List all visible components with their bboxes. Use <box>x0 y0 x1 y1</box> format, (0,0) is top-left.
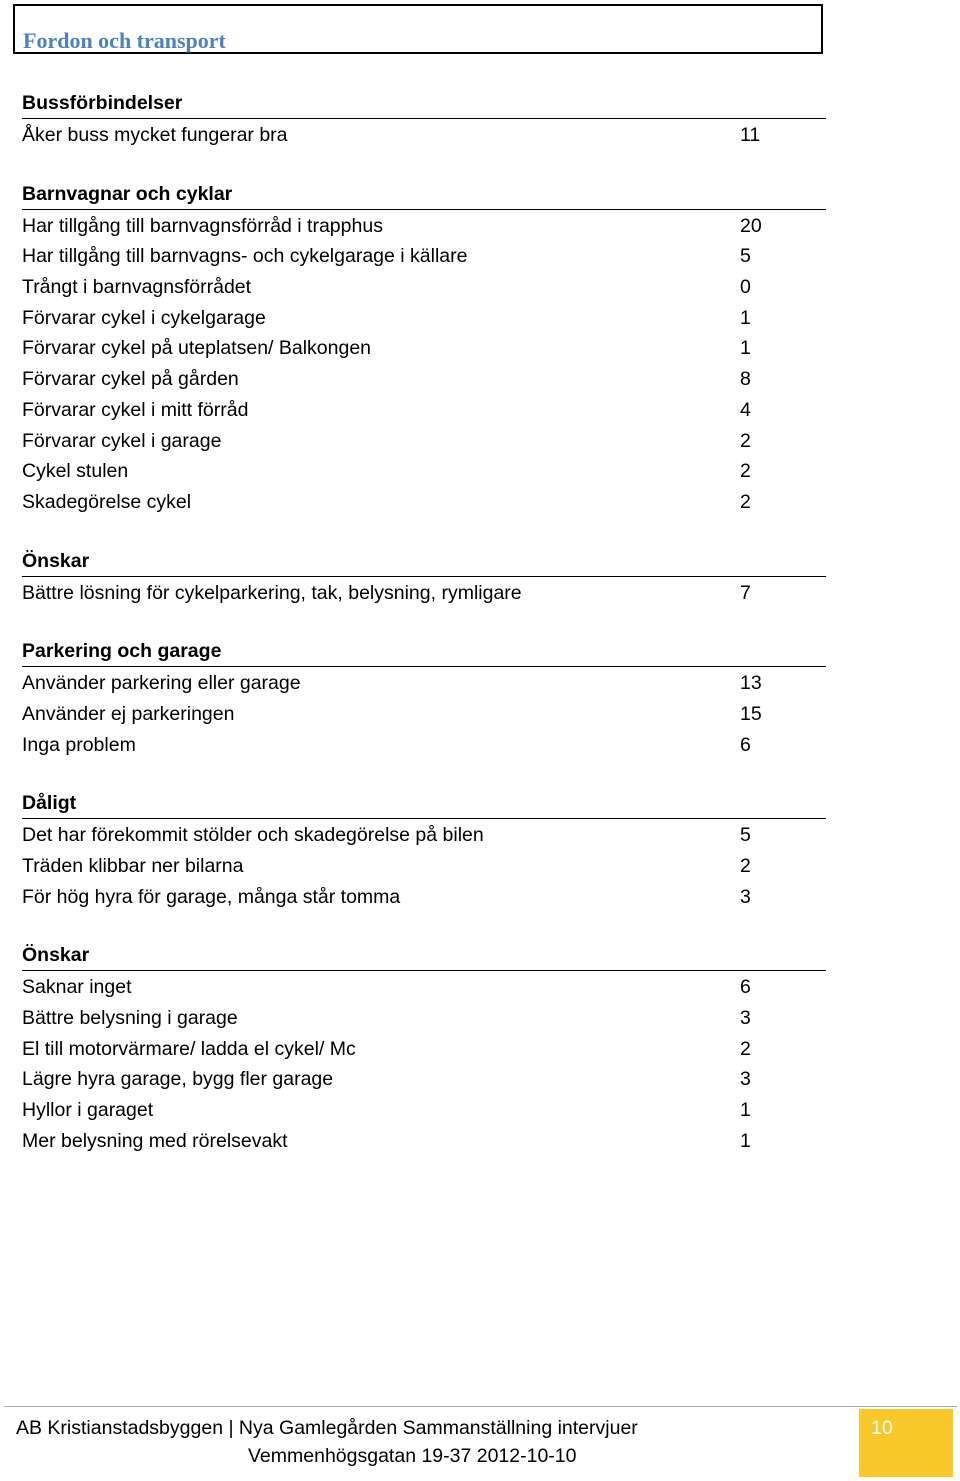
item-label: Det har förekommit stölder och skadegörelse på bilen <box>22 824 484 847</box>
item-label: Förvarar cykel i mitt förråd <box>22 398 249 421</box>
list-item <box>22 119 826 150</box>
list-item <box>22 210 826 241</box>
section <box>22 547 826 608</box>
list-item <box>22 394 826 425</box>
item-count: 2 <box>740 1037 751 1060</box>
item-label: Förvarar cykel i garage <box>22 429 222 452</box>
section <box>22 789 826 911</box>
document-body <box>22 89 826 1186</box>
item-count: 6 <box>740 976 751 999</box>
list-item <box>22 302 826 333</box>
item-count: 3 <box>740 1007 751 1030</box>
item-label: Förvarar cykel på gården <box>22 368 239 391</box>
item-label: Träden klibbar ner bilarna <box>22 855 244 877</box>
section <box>22 89 826 150</box>
item-label: Cykel stulen <box>22 460 129 483</box>
item-count: 11 <box>740 124 761 146</box>
item-count: 8 <box>740 368 751 391</box>
footer-line-1: AB Kristianstadsbyggen | Nya Gamlegården Sammanställning intervjuer <box>16 1417 638 1439</box>
item-label: Förvarar cykel i cykelgarage <box>22 306 266 329</box>
section-heading: Bussförbindelser <box>22 89 826 119</box>
list-item <box>22 881 826 912</box>
item-label: Åker buss mycket fungerar bra <box>22 124 288 146</box>
item-count: 6 <box>740 733 751 756</box>
item-label: Inga problem <box>22 733 136 756</box>
list-item <box>22 698 826 729</box>
item-label: Lägre hyra garage, bygg fler garage <box>22 1068 334 1091</box>
item-count: 3 <box>740 1068 751 1091</box>
item-count: 5 <box>740 824 751 847</box>
item-count: 1 <box>740 1129 751 1152</box>
section <box>22 941 826 1155</box>
title-box <box>13 4 823 54</box>
page-number: 10 <box>871 1417 893 1439</box>
item-count: 13 <box>740 672 762 695</box>
item-label: El till motorvärmare/ ladda el cykel/ Mc <box>22 1037 356 1060</box>
item-count: 1 <box>740 337 751 360</box>
list-item <box>22 667 826 698</box>
section-heading: Parkering och garage <box>22 637 826 667</box>
list-item <box>22 729 826 760</box>
item-count: 2 <box>740 460 751 483</box>
footer-divider <box>4 1406 957 1407</box>
section <box>22 180 826 517</box>
list-item <box>22 1002 826 1033</box>
item-count: 2 <box>740 429 751 452</box>
page-number-box <box>859 1409 953 1477</box>
item-label: Hyllor i garaget <box>22 1099 154 1122</box>
section-heading: Barnvagnar och cyklar <box>22 180 826 210</box>
list-item <box>22 240 826 271</box>
list-item <box>22 1063 826 1094</box>
list-item <box>22 332 826 363</box>
item-label: Använder ej parkeringen <box>22 702 235 725</box>
item-count: 3 <box>740 885 751 908</box>
item-label: Saknar inget <box>22 976 132 999</box>
list-item <box>22 486 826 517</box>
item-label: Bättre lösning för cykelparkering, tak, belysning, rymligare <box>22 581 522 604</box>
item-count: 20 <box>740 214 762 237</box>
item-count: 2 <box>740 490 751 513</box>
list-item <box>22 850 826 881</box>
item-label: Mer belysning med rörelsevakt <box>22 1129 288 1152</box>
item-label: Bättre belysning i garage <box>22 1007 238 1030</box>
list-item <box>22 455 826 486</box>
section <box>22 637 826 759</box>
footer-line-2: Vemmenhögsgatan 19-37 2012-10-10 <box>248 1445 577 1467</box>
item-count: 15 <box>740 702 762 725</box>
list-item <box>22 363 826 394</box>
section-heading: Önskar <box>22 547 826 577</box>
item-label: Har tillgång till barnvagnsförråd i trapphus <box>22 214 383 237</box>
list-item <box>22 1094 826 1125</box>
item-count: 7 <box>740 581 751 604</box>
item-count: 4 <box>740 398 751 421</box>
item-label: Skadegörelse cykel <box>22 490 192 513</box>
page-title: Fordon och transport <box>23 28 226 53</box>
item-count: 5 <box>740 245 751 268</box>
section-heading: Dåligt <box>22 789 826 819</box>
item-count: 2 <box>740 855 751 877</box>
list-item <box>22 425 826 456</box>
item-count: 0 <box>740 276 751 299</box>
list-item <box>22 819 826 850</box>
list-item <box>22 577 826 608</box>
list-item <box>22 971 826 1002</box>
item-count: 1 <box>740 1099 751 1122</box>
section-heading: Önskar <box>22 941 826 971</box>
footer <box>16 1414 836 1470</box>
item-label: Trångt i barnvagnsförrådet <box>22 276 252 299</box>
item-count: 1 <box>740 306 751 329</box>
list-item <box>22 1033 826 1064</box>
item-label: Använder parkering eller garage <box>22 672 301 695</box>
item-label: Förvarar cykel på uteplatsen/ Balkongen <box>22 337 372 360</box>
list-item <box>22 1125 826 1156</box>
list-item <box>22 271 826 302</box>
item-label: För hög hyra för garage, många står tomma <box>22 885 401 908</box>
item-label: Har tillgång till barnvagns- och cykelgarage i källare <box>22 245 468 268</box>
